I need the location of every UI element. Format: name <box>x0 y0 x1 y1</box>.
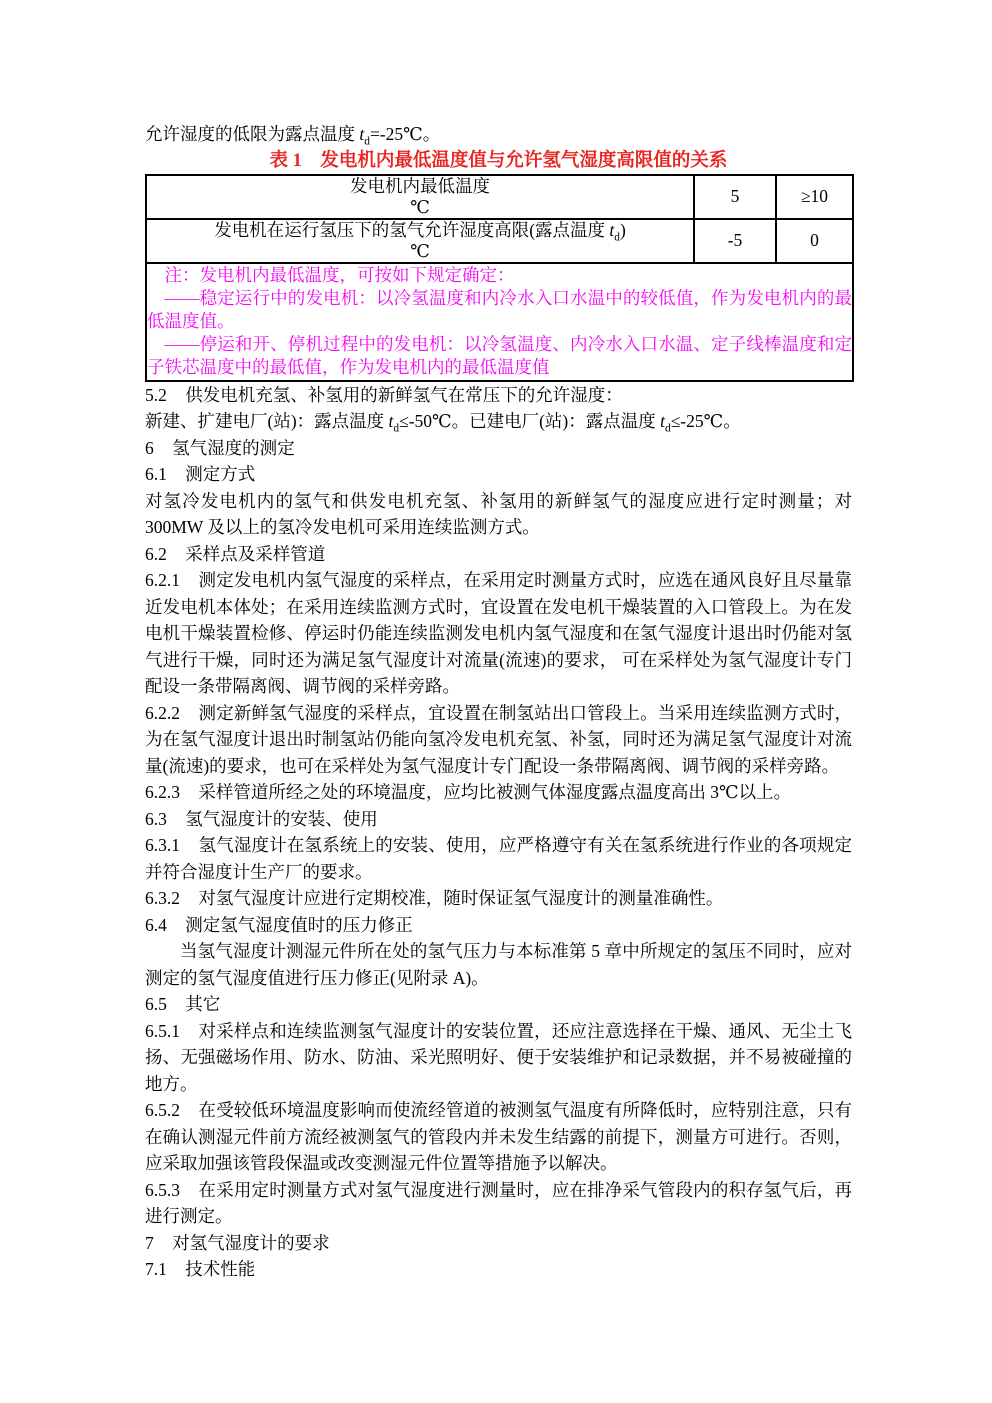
variable: t <box>609 219 615 240</box>
cell-humidity-limit-value-1: -5 <box>694 219 776 263</box>
section-number: 6.3.2 <box>145 888 180 909</box>
text-run: 供发电机充氢、补氢用的新鲜氢气在常压下的允许湿度： <box>185 384 623 405</box>
paragraph-14 <box>145 938 852 991</box>
intro-paragraph <box>145 121 852 148</box>
text-run: 氢气湿度计的安装、使用 <box>185 808 378 829</box>
text-run: 发电机内最低温度 <box>350 175 490 196</box>
section-7 <box>145 1230 852 1257</box>
text-run: ≤-50℃。已建电厂(站)：露点温度 <box>399 411 661 432</box>
subscript: d <box>614 231 620 243</box>
body-content <box>145 382 852 1283</box>
text-run: 测定发电机内氢气湿度的采样点，在采用定时测量方式时，应选在通风良好且尽量靠近发电机本体处；在采用连续监测方式时，宜设置在发电机干燥装置的入口管段上。为在发电机干燥装置检修、停运时仍能连续监测发电机内氢气湿度和在氢气湿度计退出时仍能对氢气进行干燥，同时还为满足氢气湿度计对流量(流速)的要求， 可在采样处为氢气湿度计专门配设一条带隔离阀、调节阀的采样旁路。 <box>145 570 852 697</box>
subscript: d <box>364 135 370 148</box>
cell-min-temp-label <box>146 175 694 219</box>
section-6.5 <box>145 991 852 1018</box>
section-6.4 <box>145 912 852 939</box>
text-run: =-25℃。 <box>369 124 441 144</box>
text-run: 氢气湿度的测定 <box>172 437 295 458</box>
table1-note-cell <box>146 263 853 381</box>
section-number: 6.4 <box>145 914 167 935</box>
table1-row-humidity-limit <box>146 219 853 263</box>
text-run: 测定方式 <box>185 464 256 485</box>
text-run: 对采样点和连续监测氢气湿度计的安装位置，还应注意选择在干燥、通风、无尘土飞扬、无强磁场作用、防水、防油、采光照明好、便于安装维护和记录数据，并不易被碰撞的地方。 <box>145 1020 852 1094</box>
section-6.2.1 <box>145 567 852 700</box>
text-run: 允许湿度的低限为露点温度 <box>145 124 360 144</box>
section-6.3.2 <box>145 885 852 912</box>
section-6.2.2 <box>145 700 852 780</box>
section-6.2 <box>145 541 852 568</box>
text-run: 对氢气湿度计应进行定期校准，随时保证氢气湿度计的测量准确性。 <box>198 888 724 909</box>
text-run: 技术性能 <box>185 1259 256 1280</box>
cell-label-text <box>147 220 693 241</box>
section-number: 6.5 <box>145 994 167 1015</box>
table1-note-line-3: ——停运和开、停机过程中的发电机：以冷氢温度、内冷水入口水温、定子线棒温度和定子铁芯温度中的最低值，作为发电机内的最低温度值 <box>147 334 852 378</box>
text-run: 新建、扩建电厂(站)：露点温度 <box>145 411 389 432</box>
section-number: 6.5.2 <box>145 1100 180 1121</box>
cell-min-temp-value-1: 5 <box>694 175 776 219</box>
table1-row-note <box>146 263 853 381</box>
variable: t <box>660 411 666 432</box>
text-run: 在采用定时测量方式对氢气湿度进行测量时，应在排净采气管段内的积存氢气后，再进行测定。 <box>145 1179 852 1227</box>
section-number: 6.3.1 <box>145 835 180 856</box>
text-run: 在受较低环境温度影响而使流经管道的被测氢气温度有所降低时，应特别注意，只有在确认测湿元件前方流经被测氢气的管段内并未发生结露的前提下，测量方可进行。否则，应采取加强该管段保温或改变测湿元件位置等措施予以解决。 <box>145 1100 852 1174</box>
cell-humidity-limit-value-2: 0 <box>776 219 853 263</box>
section-6.5.3 <box>145 1177 852 1230</box>
text-run: 对氢冷发电机内的氢气和供发电机充氢、补氢用的新鲜氢气的湿度应进行定时测量；对300MW 及以上的氢冷发电机可采用连续监测方式。 <box>145 490 852 538</box>
variable: t <box>359 124 365 144</box>
section-6.5.2 <box>145 1097 852 1177</box>
cell-min-temp-value-2: ≥10 <box>776 175 853 219</box>
section-6 <box>145 435 852 462</box>
section-6.5.1 <box>145 1018 852 1098</box>
variable: t <box>388 411 394 432</box>
subscript: d <box>665 422 671 435</box>
section-number: 6.5.1 <box>145 1020 180 1041</box>
text-run: ) <box>619 219 626 240</box>
section-6.3.1 <box>145 832 852 885</box>
subscript: d <box>393 422 400 435</box>
section-7.1 <box>145 1256 852 1283</box>
text-run: 其它 <box>185 994 221 1015</box>
cell-label-text <box>147 176 693 197</box>
section-number: 6.5.3 <box>145 1179 180 1200</box>
section-number: 6.1 <box>145 464 167 485</box>
table1-row-min-temp <box>146 175 853 219</box>
paragraph-2 <box>145 408 852 435</box>
text-run: 采样点及采样管道 <box>185 543 326 564</box>
text-run: ≤-25℃。 <box>670 411 741 432</box>
section-5.2 <box>145 382 852 409</box>
section-number: 6 <box>145 437 154 458</box>
text-run: 发电机在运行氢压下的氢气允许湿度高限(露点温度 <box>214 219 610 240</box>
section-6.2.3 <box>145 779 852 806</box>
table1-note-line-1: 注：发电机内最低温度，可按如下规定确定： <box>164 264 515 285</box>
section-number: 6.2.3 <box>145 782 180 803</box>
section-6.3 <box>145 806 852 833</box>
section-6.1 <box>145 461 852 488</box>
text-run: 对氢气湿度计的要求 <box>172 1232 330 1253</box>
section-number: 6.2.2 <box>145 702 180 723</box>
text-run: 测定氢气湿度值时的压力修正 <box>185 914 413 935</box>
section-number: 6.2 <box>145 543 167 564</box>
text-run: 氢气湿度计在氢系统上的安装、使用，应严格遵守有关在氢系统进行作业的各项规定并符合湿度计生产厂的要求。 <box>145 835 852 882</box>
cell-unit: ℃ <box>410 196 430 217</box>
section-number: 5.2 <box>145 384 167 405</box>
cell-humidity-limit-label <box>146 219 694 263</box>
section-number: 6.2.1 <box>145 570 180 591</box>
section-number: 7.1 <box>145 1259 167 1280</box>
cell-unit: ℃ <box>410 240 430 261</box>
table1 <box>145 174 854 382</box>
table1-note-line-2: ——稳定运行中的发电机：以冷氢温度和内冷水入口水温中的较低值，作为发电机内的最低温度值。 <box>147 287 852 331</box>
paragraph-5 <box>145 488 852 541</box>
text-run: 当氢气湿度计测湿元件所在处的氢气压力与本标准第 5 章中所规定的氢压不同时，应对测定的氢气湿度值进行压力修正(见附录 A)。 <box>145 941 852 988</box>
section-number: 6.3 <box>145 808 167 829</box>
table1-title: 表 1 发电机内最低温度值与允许氢气湿度高限值的关系 <box>269 150 728 171</box>
section-number: 7 <box>145 1232 154 1253</box>
text-run: 测定新鲜氢气湿度的采样点，宜设置在制氢站出口管段上。当采用连续监测方式时，为在氢气湿度计退出时制氢站仍能向氢冷发电机充氢、补氢，同时还为满足氢气湿度计对流量(流速)的要求，也可在采样处为氢气湿度计专门配设一条带隔离阀、调节阀的采样旁路。 <box>145 702 852 776</box>
text-run: 采样管道所经之处的环境温度，应均比被测气体湿度露点温度高出 3℃以上。 <box>198 782 792 803</box>
